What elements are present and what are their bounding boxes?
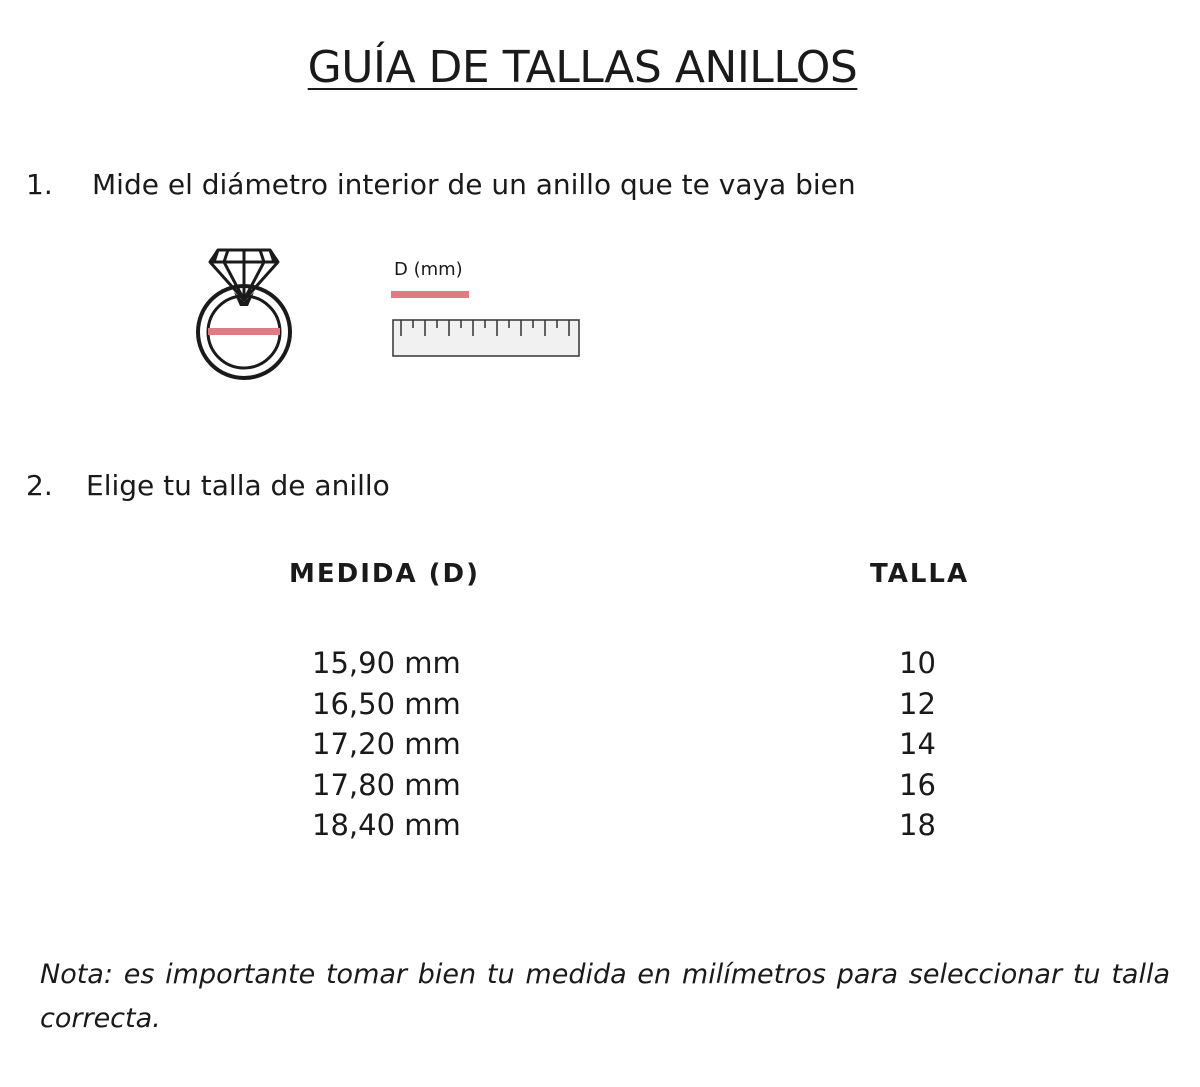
table-row bbox=[290, 724, 990, 765]
step-2-number: 2. bbox=[26, 469, 53, 502]
page-title bbox=[0, 40, 1165, 96]
talla-cell: 10 bbox=[899, 646, 936, 680]
step-2-text: Elige tu talla de anillo bbox=[86, 469, 390, 502]
measure-label: D (mm) bbox=[394, 259, 463, 280]
talla-cell: 12 bbox=[899, 686, 936, 721]
page-title-text: GUÍA DE TALLAS ANILLOS bbox=[307, 42, 858, 93]
table-row bbox=[290, 805, 990, 846]
step-1-number: 1. bbox=[26, 168, 53, 201]
talla-cell: 14 bbox=[899, 727, 936, 761]
medida-cell: 17,80 mm bbox=[312, 767, 461, 802]
medida-cell: 16,50 mm bbox=[312, 686, 461, 721]
table-row bbox=[290, 765, 990, 806]
step-1-text: Mide el diámetro interior de un anillo que te vaya bien bbox=[92, 168, 856, 201]
size-table bbox=[290, 643, 990, 846]
medida-cell: 18,40 mm bbox=[312, 808, 461, 842]
ruler-icon bbox=[388, 256, 588, 370]
table-row bbox=[290, 684, 990, 725]
step-2 bbox=[26, 468, 726, 504]
diamond-ring-icon bbox=[188, 240, 300, 386]
medida-cell: 15,90 mm bbox=[312, 646, 461, 680]
column-header-medida: MEDIDA (D) bbox=[289, 559, 480, 589]
step-1 bbox=[26, 167, 926, 203]
talla-cell: 16 bbox=[899, 767, 936, 802]
column-header-talla: TALLA bbox=[870, 559, 970, 589]
talla-cell: 18 bbox=[899, 808, 936, 842]
note-text: Nota: es importante tomar bien tu medida en milímetros para seleccionar tu talla correcta. bbox=[40, 959, 1170, 1034]
table-row bbox=[290, 643, 990, 684]
medida-cell: 17,20 mm bbox=[312, 727, 461, 761]
